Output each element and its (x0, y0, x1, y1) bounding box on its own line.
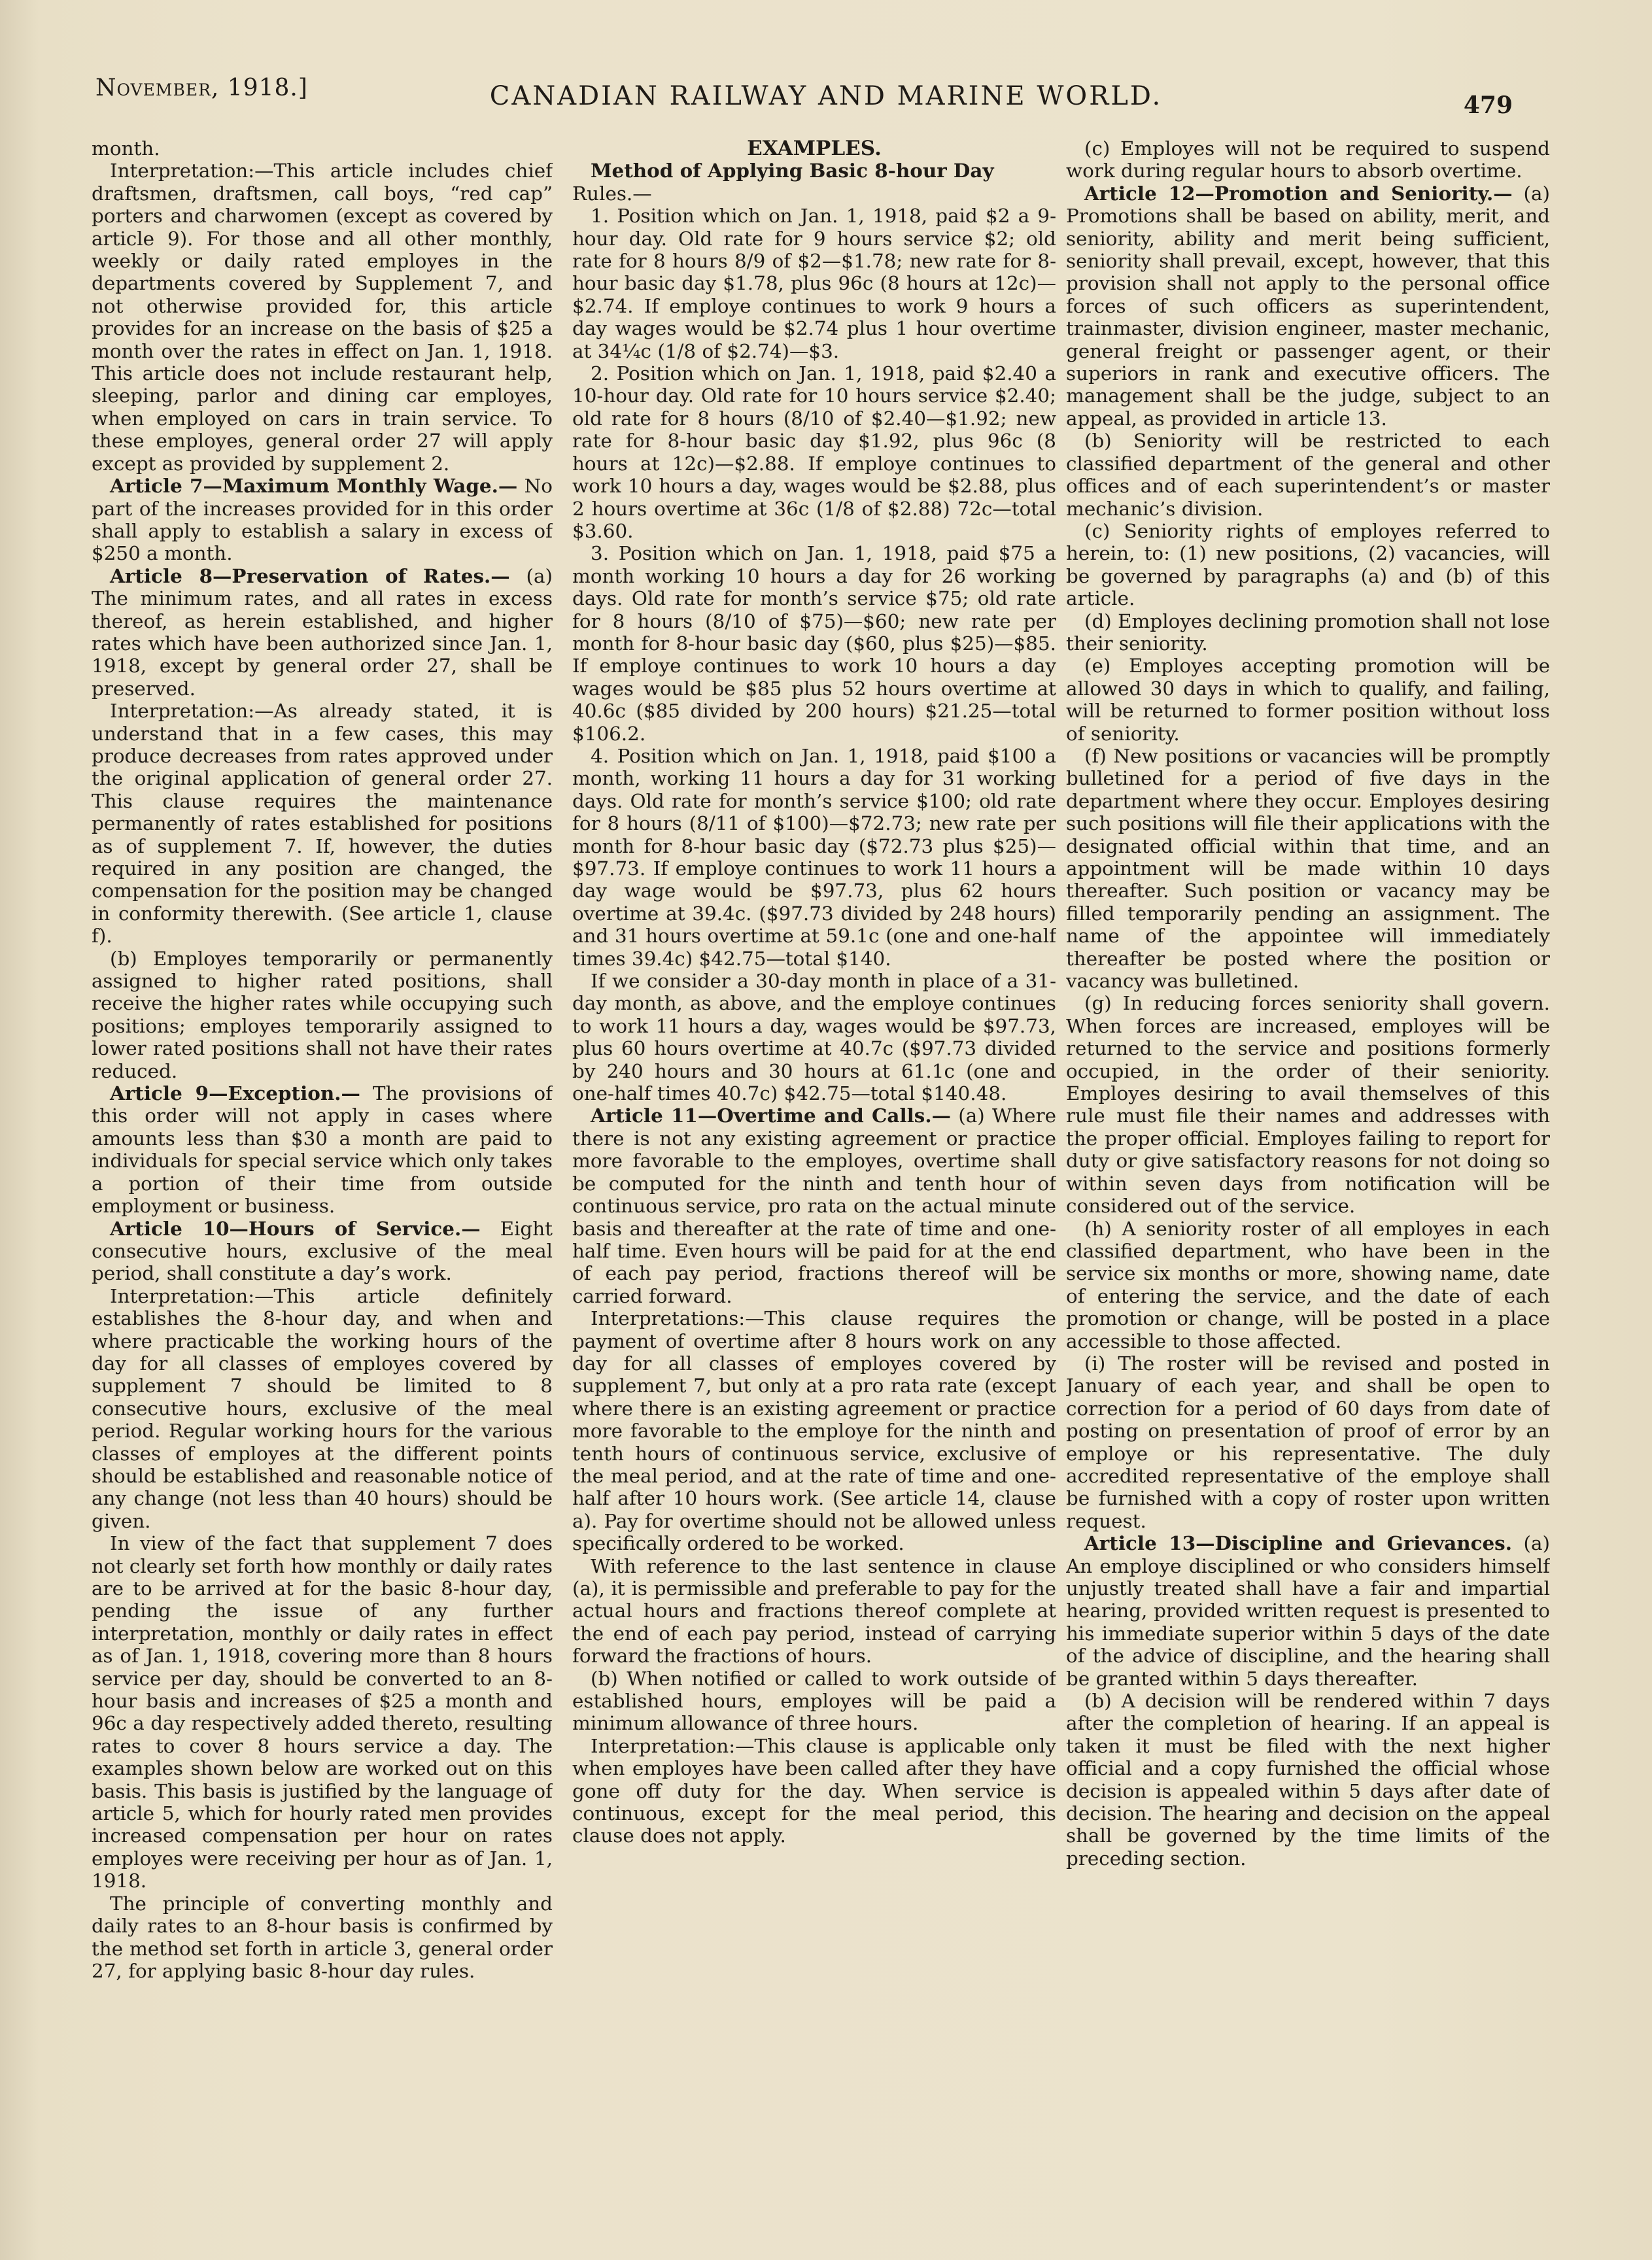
paragraph (1066, 1218, 1550, 1352)
paragraph (1066, 137, 1550, 182)
paragraph (1066, 745, 1550, 992)
paragraph-text: (a) An employe disciplined or who considers himself unjustly treated shall have a fair and impartial hearing, provided written request is presented to his immediate superior within 5 days of the date of the advice of discipline, and the hearing shall be granted within 5 days thereafter. (1066, 1532, 1550, 1690)
paragraph-text: 1. Position which on Jan. 1, 1918, paid $2 a 9-hour day. Old rate for 9 hours service $2; old rate for 8 hours 8/9 of $2—$1.78; new rate for 8-hour basic day $1.78, plus 96c (8 hours at 12c)—$2.74. If employe continues to work 9 hours a day wages would be $2.74 plus 1 hour overtime at 34¼c (1/8 of $2.74)—$3. (572, 205, 1056, 362)
paragraph (1066, 992, 1550, 1217)
paragraph-text: (i) The roster will be revised and posted in January of each year, and shall be open to correction for a period of 60 days from date of posting on presentation of proof of error by an employe or his representative. The duly accredited representative of the employe shall be furnished with a copy of roster upon written request. (1066, 1352, 1550, 1532)
paragraph (572, 542, 1056, 745)
paragraph-text: The principle of converting monthly and daily rates to an 8-hour basis is confirmed by the method set forth in article 3, general order 27, for applying basic 8-hour day rules. (92, 1892, 553, 1982)
paragraph (92, 948, 553, 1082)
article-heading: Article 13—Discipline and Grievances. (1084, 1532, 1512, 1555)
text-column-middle (572, 137, 1056, 2178)
paragraph (92, 137, 553, 160)
paragraph (1066, 520, 1550, 610)
paragraph-text: (b) When notified or called to work outside of established hours, employes will be paid a minimum allowance of three hours. (572, 1667, 1056, 1735)
paragraph-text: (c) Employes will not be required to suspend work during regular hours to absorb overtime. (1066, 137, 1550, 182)
article-heading: Article 9—Exception.— (110, 1082, 360, 1105)
paragraph (92, 700, 553, 947)
article-heading: Article 8—Preservation of Rates.— (110, 564, 510, 587)
paragraph-text: EXAMPLES. (747, 137, 882, 160)
paragraph-text: (a) Promotions shall be based on ability, merit, and seniority, ability and merit being sufficient, seniority shall prevail, except, however, that this provision shall not apply to the personal office forces of such officers as superintendent, trainmaster, division engineer, master mechanic, general freight or passenger agent, or their superiors in rank and executive officers. The management shall be the judge, subject to an appeal, as provided in article 13. (1066, 182, 1550, 430)
paragraph-text: In view of the fact that supplement 7 does not clearly set forth how monthly or daily rates are to be arrived at for the basic 8-hour day, pending the issue of any further interpretation, monthly or daily rates in effect as of Jan. 1, 1918, covering more than 8 hours service per day, should be converted to an 8-hour basis and increases of $25 a month and 96c a day respectively added thereto, resulting rates to cover 8 hours service a day. The examples shown below are worked out on this basis. This basis is justified by the language of article 5, which for hourly rated men provides increased compensation per hour on rates employes were receiving per hour as of Jan. 1, 1918. (92, 1532, 553, 1892)
paragraph-text: (e) Employes accepting promotion will be allowed 30 days in which to qualify, and failing, will be returned to former position without loss of seniority. (1066, 655, 1550, 745)
paragraph-text: No part of the increases provided for in this order shall apply to establish a salary in excess of $250 a month. (92, 475, 553, 565)
paragraph-text: Interpretations:—This clause requires the payment of overtime after 8 hours work on any day for all classes of employes covered by supplement 7, but only at a pro rata rate (except where there is an existing agreement or practice more favorable to the employe for the ninth and tenth hours of continuous service, exclusive of the meal period, and at the rate of time and one-half after 10 hours work. (See article 14, clause a). Pay for overtime should not be allowed unless specifically ordered to be worked. (572, 1307, 1056, 1555)
paragraph-text: (a) Where there is not any existing agreement or practice more favorable to the employes, overtime shall be computed for the ninth and tenth hour of continuous service, pro rata on the actual minute basis and thereafter at the rate of time and one-half time. Even hours will be paid for at the end of each pay period, fractions thereof will be carried forward. (572, 1104, 1056, 1307)
paragraph-text: (h) A seniority roster of all employes in each classified department, who have been in the service six months or more, showing name, date of entering the service, and the date of each promotion or change, will be posted in a place accessible to those affected. (1066, 1217, 1550, 1352)
paragraph (572, 1307, 1056, 1554)
issue-date: November, 1918.] (95, 75, 308, 101)
paragraph-text: Rules.— (572, 182, 652, 205)
paragraph-text: If we consider a 30-day month in place of a 31-day month, as above, and the employe continues to work 11 hours a day, wages would be $97.73, plus 60 hours overtime at 40.7c ($97.73 divided by 240 hours and 30 hours at 61.1c (one and one-half times 40.7c) $42.75—total $140.48. (572, 970, 1056, 1105)
paragraph (92, 1285, 553, 1532)
paragraph-text: Interpretation:—As already stated, it is understand that in a few cases, this may produce decreases from rates approved under the original application of general order 27. This clause requires the maintenance permanently of rates established for positions as of supplement 7. If, however, the duties required in any position are changed, the compensation for the position may be changed in conformity therewith. (See article 1, clause f). (92, 700, 553, 948)
paragraph-text: With reference to the last sentence in clause (a), it is permissible and preferable to pay for the actual hours and fractions thereof complete at the end of each pay period, instead of carrying forward the fractions of hours. (572, 1554, 1056, 1668)
paragraph (92, 1532, 553, 1892)
paragraph-text: (b) Seniority will be restricted to each classified department of the general and other offices and of each superintendent’s or master mechanic’s division. (1066, 430, 1550, 520)
paragraph (572, 970, 1056, 1104)
paragraph (1066, 182, 1550, 430)
paragraph (572, 1104, 1056, 1307)
publication-title: CANADIAN RAILWAY AND MARINE WORLD. (489, 81, 1163, 111)
paragraph (1066, 1352, 1550, 1532)
paragraph (572, 160, 1056, 205)
page-header (0, 72, 1652, 124)
paragraph (572, 745, 1056, 970)
paragraph-text: (d) Employes declining promotion shall not lose their seniority. (1066, 609, 1550, 655)
paragraph-text: (a) The minimum rates, and all rates in excess thereof, as herein established, and higher rates which have been authorized since Jan. 1, 1918, except by general order 27, shall be preserved. (92, 564, 553, 700)
article-heading: Article 11—Overtime and Calls.— (591, 1104, 951, 1127)
paragraph (572, 362, 1056, 542)
article-heading: Method of Applying Basic 8-hour Day (591, 159, 994, 182)
paragraph (92, 565, 553, 700)
paragraph-text: (g) In reducing forces seniority shall govern. When forces are increased, employes will be returned to the service and positions formerly occupied, in the order of their seniority. Employes desiring to avail themselves of this rule must file their names and addresses with the proper official. Employes failing to report for duty or give satisfactory reasons for not doing so within seven days from notification will be considered out of the service. (1066, 992, 1550, 1218)
paragraph-text: month. (92, 137, 160, 160)
paragraph-text: (b) A decision will be rendered within 7 days after the completion of hearing. If an appeal is taken it must be filed with the next higher official and a copy furnished the official whose decision is appealed within 5 days after date of decision. The hearing and decision on the appeal shall be governed by the time limits of the preceding section. (1066, 1690, 1550, 1870)
article-heading: Article 7—Maximum Monthly Wage.— (110, 474, 518, 498)
paragraph-text: Interpretation:—This clause is applicable only when employes have been called after they have gone off duty for the day. When service is continuous, except for the meal period, this clause does not apply. (572, 1734, 1056, 1847)
text-column-left (92, 137, 553, 2178)
paragraph (92, 160, 553, 475)
paragraph (92, 1892, 553, 1983)
paragraph-text: (f) New positions or vacancies will be promptly bulletined for a period of five days in the department where they occur. Employes desiring such positions will file their applications with the designated official within that time, and an appointment will be made within 10 days thereafter. Such position or vacancy may be filled temporarily pending an assignment. The name of the appointee will immediately thereafter be posted where the position or vacancy was bulletined. (1066, 744, 1550, 993)
paragraph (92, 1218, 553, 1285)
paragraph (1066, 1690, 1550, 1870)
page-number: 479 (1463, 92, 1513, 119)
paragraph-text: Interpretation:—This article definitely establishes the 8-hour day, and when and where practicable the working hours of the day for all classes of employes covered by supplement 7 should be limited to 8 consecutive hours, exclusive of the meal period. Regular working hours for the various classes of employes at the different points should be established and reasonable notice of any change (not less than 40 hours) should be given. (92, 1284, 553, 1532)
text-column-right (1066, 137, 1550, 2178)
paragraph (92, 475, 553, 565)
paragraph (572, 1735, 1056, 1847)
paragraph-text: (c) Seniority rights of employes referred to herein, to: (1) new positions, (2) vacancies, will be governed by paragraphs (a) and (b) of this article. (1066, 519, 1550, 610)
paragraph-text: 4. Position which on Jan. 1, 1918, paid $100 a month, working 11 hours a day for 31 working days. Old rate for month’s service $100; old rate for 8 hours (8/11 of $100)—$72.73; new rate per month for 8-hour basic day ($72.73 plus $25)—$97.73. If employe continues to work 11 hours a day wage would be $97.73, plus 62 hours overtime at 39.4c. ($97.73 divided by 248 hours) and 31 hours overtime at 59.1c (one and one-half times 39.4c) $42.75—total $140. (572, 744, 1056, 970)
article-heading: Article 12—Promotion and Seniority.— (1084, 181, 1513, 205)
paragraph (1066, 610, 1550, 655)
paragraph (92, 1082, 553, 1217)
paragraph (1066, 430, 1550, 520)
paragraph (572, 1668, 1056, 1735)
paragraph (572, 1555, 1056, 1668)
paragraph-text: Eight consecutive hours, exclusive of the meal period, shall constitute a day’s work. (92, 1217, 553, 1285)
paragraph (1066, 655, 1550, 745)
paragraph (1066, 1532, 1550, 1690)
paragraph (572, 205, 1056, 362)
paragraph-text: (b) Employes temporarily or permanently assigned to higher rated positions, shall receive the higher rates while occupying such positions; employes temporarily assigned to lower rated positions shall not have their rates reduced. (92, 947, 553, 1082)
paragraph-text: The provisions of this order will not apply in cases where amounts less than $30 a month are paid to individuals for special service which only takes a portion of their time from outside employment or business. (92, 1082, 553, 1218)
paragraph-text: 3. Position which on Jan. 1, 1918, paid $75 a month working 10 hours a day for 26 working days. Old rate for month’s service $75; old rate for 8 hours (8/10 of $75)—$60; new rate per month for 8-hour basic day ($60, plus $25)—$85. If employe continues to work 10 hours a day wages would be $85 plus 52 hours overtime at 40.6c ($85 divided by 200 hours) $21.25—total $106.2. (572, 542, 1056, 745)
paragraph-text: 2. Position which on Jan. 1, 1918, paid $2.40 a 10-hour day. Old rate for 10 hours service $2.40; old rate for 8 hours (8/10 of $2.40—$1.92; new rate for 8-hour basic day $1.92, plus 96c (8 hours at 12c)—$2.88. If employe continues to work 10 hours a day, wages would be $2.88, plus 2 hours overtime at 36c (1/8 of $2.88) 72c—total $3.60. (572, 362, 1056, 542)
paragraph (572, 137, 1056, 160)
paragraph-text: Interpretation:—This article includes chief draftsmen, draftsmen, call boys, “red cap” porters and charwomen (except as covered by article 9). For those and all other monthly, weekly or daily rated employes in the departments covered by Supplement 7, and not otherwise provided for, this article provides for an increase on the basis of $25 a month over the rates in effect on Jan. 1, 1918. This article does not include restaurant help, sleeping, parlor and dining car employes, when employed on cars in train service. To these employes, general order 27 will apply except as provided by supplement 2. (92, 160, 553, 475)
article-heading: Article 10—Hours of Service.— (110, 1216, 481, 1240)
